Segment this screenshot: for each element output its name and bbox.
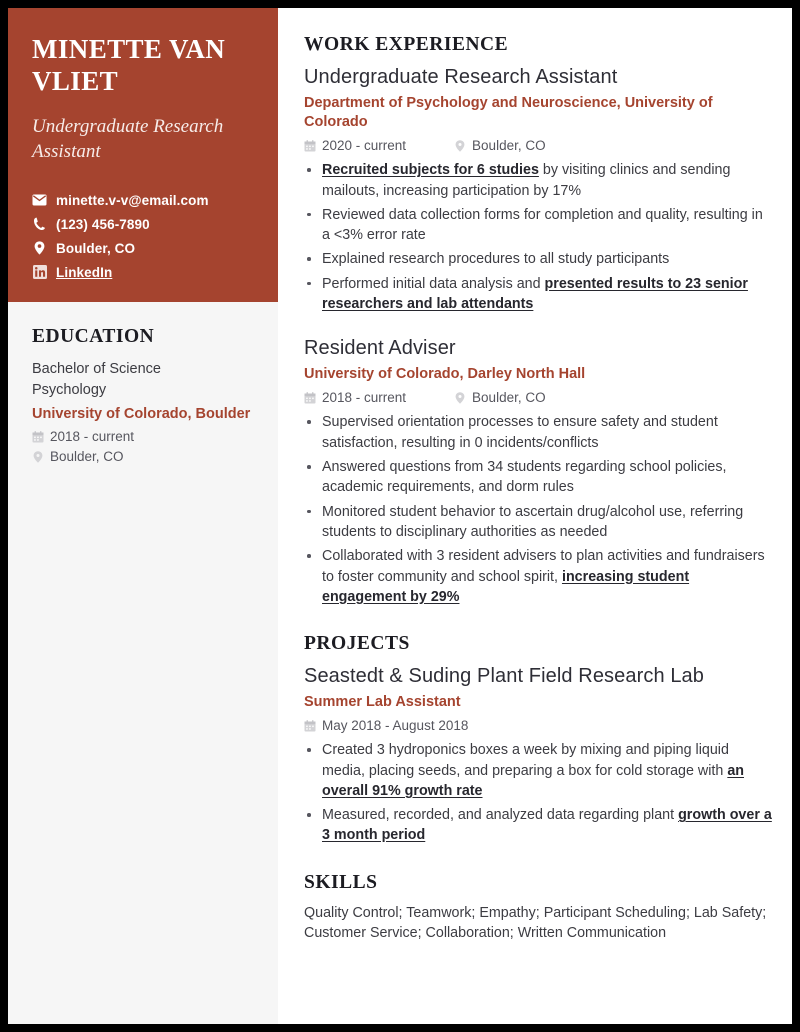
bullet-item (304, 740, 772, 801)
skills-text: Quality Control; Teamwork; Empathy; Participant Scheduling; Lab Safety; Customer Service; Collaboration; Written Communication (304, 904, 767, 942)
sidebar-header (8, 8, 278, 302)
education-dates (32, 429, 254, 444)
candidate-name: MINETTE VAN VLIET (32, 34, 226, 96)
education-dates-label: 2018 - current (50, 429, 135, 445)
bullet-item (304, 457, 772, 498)
bullet-text: Collaborated with 3 resident advisers to plan activities and fundraisers to foster community and school spirit, (322, 548, 765, 585)
bullet-highlight: Recruited subjects for 6 studies (322, 162, 539, 179)
contact-list (32, 193, 254, 280)
bullet-item (304, 546, 772, 607)
main-content (278, 8, 792, 1024)
bullet-highlight: presented results to 23 senior researchers and lab attendants (322, 275, 748, 313)
contact-email[interactable] (32, 193, 254, 208)
job-bullet-list (304, 412, 772, 607)
bullet-text: Monitored student behavior to ascertain drug/alcohol use, referring students to disciplinary authorities as needed (322, 503, 744, 540)
calendar-icon (304, 720, 316, 732)
job-organization: Department of Psychology and Neuroscience, University of Colorado (304, 95, 713, 131)
contact-phone-label: (123) 456-7890 (56, 216, 150, 232)
contact-phone[interactable] (32, 217, 254, 232)
job-meta (304, 138, 772, 153)
contact-location (32, 241, 254, 256)
project-entry (304, 664, 772, 846)
contact-location-label: Boulder, CO (56, 240, 136, 256)
sidebar (8, 8, 278, 1024)
job-location (454, 138, 546, 153)
project-title: Seastedt & Suding Plant Field Research Lab (304, 665, 705, 688)
bullet-text: Created 3 hydroponics boxes a week by mixing and piping liquid media, placing seeds, and preparing a box for cold storage with (322, 742, 729, 779)
bullet-text: Supervised orientation processes to ensure safety and student satisfaction, resulting in 0 incidents/conflicts (322, 414, 718, 451)
bullet-text: Answered questions from 34 students regarding school policies, academic requirements, and dorm rules (322, 459, 727, 496)
section-projects (304, 633, 772, 846)
work-entry (304, 65, 772, 314)
bullet-item (304, 412, 772, 453)
job-location-label: Boulder, CO (472, 138, 546, 154)
location-pin-icon (32, 451, 44, 463)
education-location (32, 449, 254, 464)
education-heading: EDUCATION (32, 325, 155, 347)
education-degree: Bachelor of Science (32, 360, 161, 377)
section-work-experience (304, 34, 772, 607)
bullet-text: Measured, recorded, and analyzed data regarding plant (322, 807, 679, 824)
job-title: Undergraduate Research Assistant (304, 66, 618, 88)
bullet-item (304, 805, 772, 846)
resume-page (8, 8, 792, 1024)
bullet-highlight: growth over a 3 month period (322, 807, 772, 844)
job-location (454, 390, 546, 405)
contact-linkedin-label[interactable]: LinkedIn (56, 264, 113, 280)
project-dates-label: May 2018 - August 2018 (322, 718, 469, 734)
phone-icon (32, 217, 47, 231)
project-bullet-list (304, 740, 772, 845)
bullet-highlight: an overall 91% growth rate (322, 762, 745, 799)
bullet-item (304, 274, 772, 315)
envelope-icon (32, 194, 47, 206)
bullet-item (304, 160, 772, 201)
job-organization: University of Colorado, Darley North Hall (304, 366, 586, 383)
education-school: University of Colorado, Boulder (32, 405, 251, 422)
candidate-tagline: Undergraduate Research Assistant (32, 116, 224, 163)
bullet-text: Reviewed data collection forms for completion and quality, resulting in a <3% error rate (322, 206, 763, 244)
linkedin-icon (32, 265, 47, 279)
bullet-text: Performed initial data analysis and (322, 275, 545, 292)
bullet-item (304, 502, 772, 543)
sidebar-body (8, 302, 278, 464)
project-dates (304, 718, 468, 733)
job-bullet-list (304, 160, 772, 314)
education-location-label: Boulder, CO (50, 449, 124, 465)
skills-heading: SKILLS (304, 871, 378, 893)
location-pin-icon (454, 140, 466, 152)
project-meta (304, 718, 772, 733)
bullet-text: Explained research procedures to all study participants (322, 251, 670, 268)
calendar-icon (304, 392, 316, 404)
bullet-item (304, 205, 772, 246)
bullet-item (304, 249, 772, 269)
location-pin-icon (454, 392, 466, 404)
calendar-icon (32, 431, 44, 443)
contact-email-label: minette.v-v@email.com (56, 192, 209, 208)
job-dates (304, 138, 406, 153)
work-experience-heading: WORK EXPERIENCE (304, 34, 509, 55)
calendar-icon (304, 140, 316, 152)
education-field: Psychology (32, 381, 107, 398)
job-dates-label: 2018 - current (322, 390, 407, 406)
bullet-text: by visiting clinics and sending mailouts, increasing participation by 17% (322, 162, 731, 199)
job-meta (304, 390, 772, 405)
contact-linkedin[interactable] (32, 265, 254, 280)
bullet-highlight: increasing student engagement by 29% (322, 568, 690, 605)
job-dates (304, 390, 406, 405)
projects-heading: PROJECTS (304, 633, 410, 655)
job-title: Resident Adviser (304, 337, 456, 360)
location-pin-icon (32, 241, 47, 255)
work-entry (304, 336, 772, 607)
job-location-label: Boulder, CO (472, 390, 546, 406)
job-dates-label: 2020 - current (322, 138, 407, 154)
project-role: Summer Lab Assistant (304, 694, 461, 711)
section-skills (304, 872, 772, 944)
